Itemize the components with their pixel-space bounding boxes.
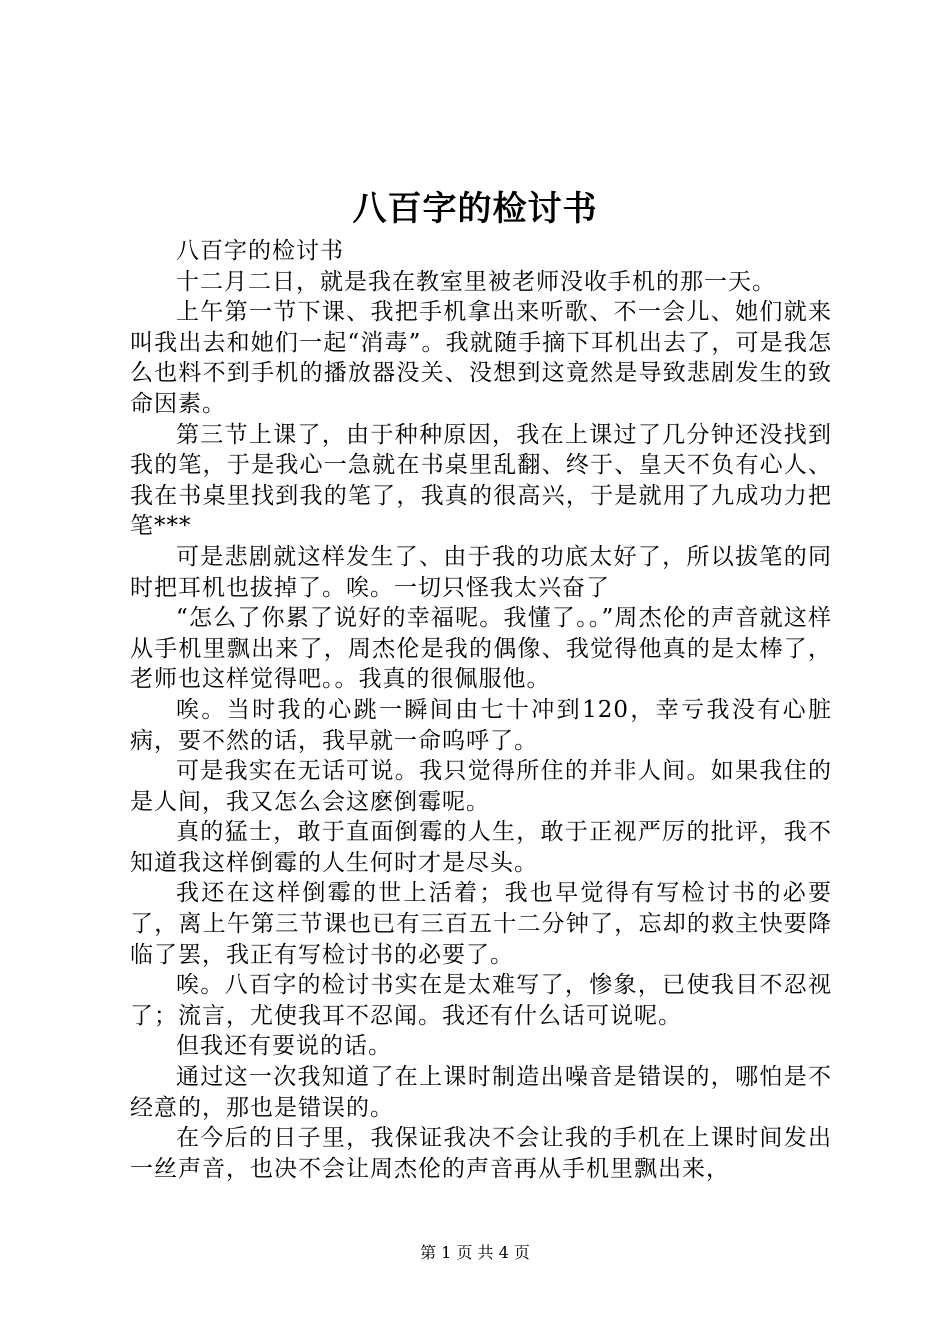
paragraph-7: 唉。当时我的心跳一瞬间由七十冲到120，幸亏我没有心脏病，要不然的话，我早就一命呜呼了。	[130, 696, 832, 754]
paragraph-9: 真的猛士，敢于直面倒霉的人生，敢于正视严厉的批评，我不知道我这样倒霉的人生何时才是尽头。	[130, 819, 832, 876]
document-body	[130, 236, 832, 1184]
paragraph-1: 八百字的检讨书	[176, 238, 344, 264]
document-title: 八百字的检讨书	[352, 189, 598, 229]
paragraph-14: 在今后的日子里，我保证我决不会让我的手机在上课时间发出一丝声音，也决不会让周杰伦的声音再从手机里飘出来，	[130, 1125, 832, 1182]
paragraph-3: 上午第一节下课、我把手机拿出来听歌、不一会儿、她们就来叫我出去和她们一起“消毒”。我就随手摘下耳机出去了，可是我怎么也料不到手机的播放器没关、没想到这竟然是导致悲剧发生的致命因素。	[130, 299, 832, 417]
paragraph-12: 但我还有要说的话。	[176, 1033, 392, 1060]
paragraph-8: 可是我实在无话可说。我只觉得所住的并非人间。如果我住的是人间，我又怎么会这麽倒霉呢。	[130, 758, 832, 815]
paragraph-6: “怎么了你累了说好的幸福呢。我懂了。。”周杰伦的声音就这样从手机里飘出来了，周杰伦是我的偶像、我觉得他真的是太棒了，老师也这样觉得吧。。我真的很佩服他。	[130, 605, 832, 693]
paragraph-13: 通过这一次我知道了在上课时制造出噪音是错误的，哪怕是不经意的，那也是错误的。	[130, 1064, 832, 1121]
paragraph-2: 十二月二日，就是我在教室里被老师没收手机的那一天。	[176, 268, 776, 295]
page-number-footer: 第 1 页 共 4 页	[420, 1243, 530, 1262]
paragraph-10: 我还在这样倒霉的世上活着；我也早觉得有写检讨书的必要了，离上午第三节课也已有三百五十二分钟了，忘却的救主快要降临了罢，我正有写检讨书的必要了。	[130, 880, 832, 968]
paragraph-4: 第三节上课了，由于种种原因，我在上课过了几分钟还没找到我的笔，于是我心一急就在书桌里乱翻、终于、皇天不负有心人、我在书桌里找到我的笔了，我真的很高兴，于是就用了九成功力把笔***	[130, 421, 832, 540]
paragraph-5: 可是悲剧就这样发生了、由于我的功底太好了，所以拔笔的同时把耳机也拔掉了。唉。一切只怪我太兴奋了	[130, 543, 832, 601]
paragraph-11: 唉。八百字的检讨书实在是太难写了，惨象，已使我目不忍视了；流言，尤使我耳不忍闻。我还有什么话可说呢。	[130, 972, 832, 1029]
